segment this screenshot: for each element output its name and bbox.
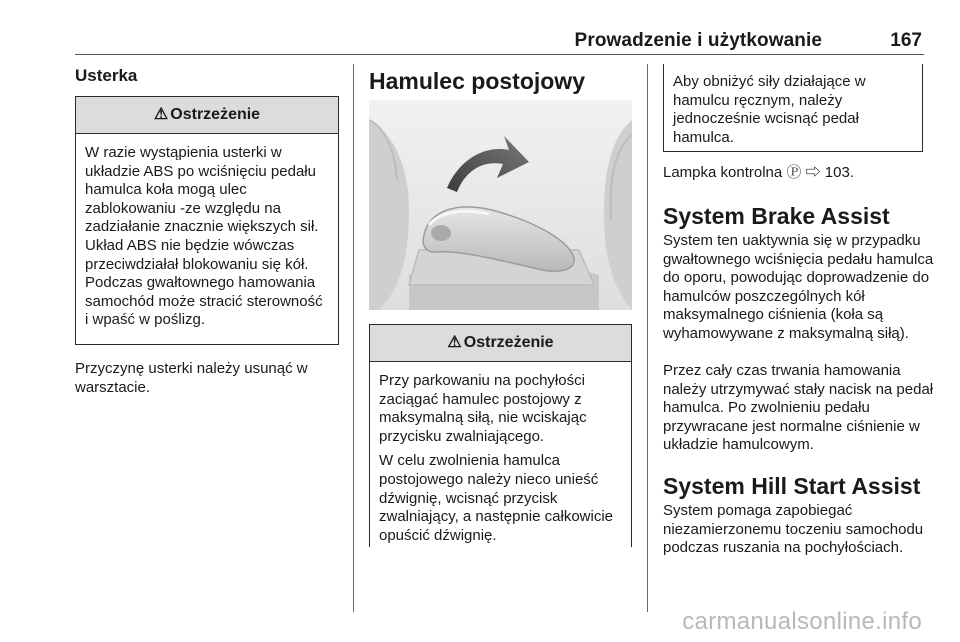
column-divider-left xyxy=(353,64,354,612)
warning-box-header xyxy=(76,97,338,134)
warning-triangle-icon: ⚠ xyxy=(153,105,169,123)
indicator-label: Lampka kontrolna xyxy=(663,164,783,181)
running-header-title: Prowadzenie i użytkowanie xyxy=(574,30,822,51)
warning-triangle-icon: ⚠ xyxy=(447,333,462,351)
page-reference-arrow-icon: ⇨ xyxy=(805,164,821,181)
warning-text: W razie wystąpienia usterki w układzie ABS po wciśnięciu pedału hamulca koła mogą ulec zablokowaniu -ze względu na zadziałanie znacznie większych sił. Układ ABS nie będzie wówczas przeciwdziałał blokowaniu się kół. Podczas gwałtownego hamowania samochód może stracić sterowność i wpaść w poślizg. xyxy=(85,144,323,329)
warning-box-body xyxy=(76,134,338,344)
handbrake-lever-illustration xyxy=(369,100,632,310)
section-heading-hill-start-assist: System Hill Start Assist xyxy=(663,473,921,499)
warning-box-body xyxy=(370,362,631,559)
warning-box-continuation xyxy=(663,64,923,152)
page-number: 167 xyxy=(890,30,922,51)
section-heading-brake-assist: System Brake Assist xyxy=(663,203,890,229)
warning-paragraph-1: Przy parkowaniu na pochyłości zaciągać hamulec postojowy z maksymalną siłą, nie wciskając przycisku zwalniającego. xyxy=(379,372,587,445)
box-text: Aby obniżyć siły działające w hamulcu ręcznym, należy jednocześnie wcisnąć pedał hamulca. xyxy=(673,73,866,146)
warning-title: Ostrzeżenie xyxy=(463,333,554,351)
header-rule xyxy=(75,54,924,55)
paragraph-repair: Przyczynę usterki należy usunąć w warsztacie. xyxy=(75,360,308,396)
indicator-reference xyxy=(663,164,933,183)
brake-assist-paragraph-2: Przez cały czas trwania hamowania należy utrzymywać stały nacisk na pedał hamulca. Po zwolnieniu pedału przywracane jest normalne ciśnienie w układzie hamulcowym. xyxy=(663,362,934,454)
warning-box-header xyxy=(370,325,631,362)
indicator-page-ref: 103. xyxy=(824,164,854,181)
warning-box-abs xyxy=(75,96,339,345)
handbrake-illustration-svg xyxy=(369,100,632,310)
warning-box-parking xyxy=(369,324,632,547)
watermark: carmanualsonline.info xyxy=(682,608,922,635)
brake-assist-paragraph-1: System ten uaktywnia się w przypadku gwałtownego wciśnięcia pedału hamulca do oporu, powodując doprowadzenie do hamulców poszczególnych kół maksymalnego ciśnienia (koła są wyhamowywane z maksymalną siłą). xyxy=(663,232,934,342)
section-heading-hamulec-postojowy: Hamulec postojowy xyxy=(369,68,585,94)
warning-paragraph-2: W celu zwolnienia hamulca postojowego należy nieco unieść dźwignię, wcisnąć przycisk zwalniający, a następnie całkowicie opuścić dźwignię. xyxy=(379,452,614,544)
hill-start-paragraph: System pomaga zapobiegać niezamierzonemu toczeniu samochodu podczas ruszania na pochyłościach. xyxy=(663,502,924,557)
warning-title: Ostrzeżenie xyxy=(170,105,261,123)
column-divider-right xyxy=(647,64,648,612)
section-heading-usterka: Usterka xyxy=(75,66,138,85)
parking-brake-indicator-icon: Ⓟ xyxy=(786,164,802,181)
